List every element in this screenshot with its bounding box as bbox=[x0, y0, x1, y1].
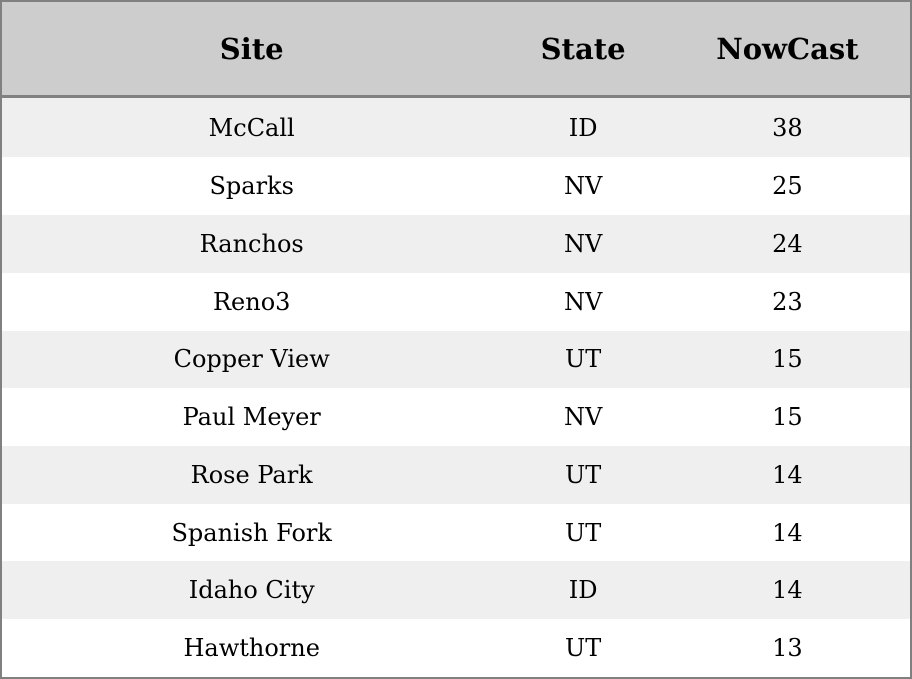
cell-site: Idaho City bbox=[2, 561, 501, 619]
cell-site: Ranchos bbox=[2, 215, 501, 273]
cell-site: Hawthorne bbox=[2, 619, 501, 677]
table-row bbox=[2, 97, 910, 158]
table-row bbox=[2, 273, 910, 331]
cell-site: Reno3 bbox=[2, 273, 501, 331]
cell-nowcast: 13 bbox=[665, 619, 910, 677]
cell-site: Copper View bbox=[2, 331, 501, 389]
column-header-nowcast: NowCast bbox=[665, 2, 910, 97]
cell-nowcast: 38 bbox=[665, 97, 910, 158]
cell-nowcast: 15 bbox=[665, 331, 910, 389]
cell-state: UT bbox=[501, 331, 664, 389]
cell-nowcast: 14 bbox=[665, 446, 910, 504]
table-header bbox=[2, 2, 910, 97]
cell-state: UT bbox=[501, 446, 664, 504]
cell-state: UT bbox=[501, 504, 664, 562]
cell-nowcast: 14 bbox=[665, 561, 910, 619]
table-body bbox=[2, 97, 910, 678]
nowcast-table bbox=[2, 2, 910, 677]
table-row bbox=[2, 446, 910, 504]
cell-state: NV bbox=[501, 273, 664, 331]
cell-state: NV bbox=[501, 157, 664, 215]
table-row bbox=[2, 561, 910, 619]
table-row bbox=[2, 388, 910, 446]
cell-nowcast: 15 bbox=[665, 388, 910, 446]
column-header-state: State bbox=[501, 2, 664, 97]
cell-site: Rose Park bbox=[2, 446, 501, 504]
cell-nowcast: 24 bbox=[665, 215, 910, 273]
cell-site: Paul Meyer bbox=[2, 388, 501, 446]
cell-site: McCall bbox=[2, 97, 501, 158]
cell-state: NV bbox=[501, 215, 664, 273]
cell-state: ID bbox=[501, 97, 664, 158]
cell-state: ID bbox=[501, 561, 664, 619]
table-row bbox=[2, 157, 910, 215]
cell-nowcast: 25 bbox=[665, 157, 910, 215]
cell-site: Spanish Fork bbox=[2, 504, 501, 562]
table-row bbox=[2, 331, 910, 389]
cell-state: NV bbox=[501, 388, 664, 446]
header-row bbox=[2, 2, 910, 97]
cell-state: UT bbox=[501, 619, 664, 677]
column-header-site: Site bbox=[2, 2, 501, 97]
table-row bbox=[2, 619, 910, 677]
cell-nowcast: 14 bbox=[665, 504, 910, 562]
table-row bbox=[2, 215, 910, 273]
table-row bbox=[2, 504, 910, 562]
cell-nowcast: 23 bbox=[665, 273, 910, 331]
cell-site: Sparks bbox=[2, 157, 501, 215]
